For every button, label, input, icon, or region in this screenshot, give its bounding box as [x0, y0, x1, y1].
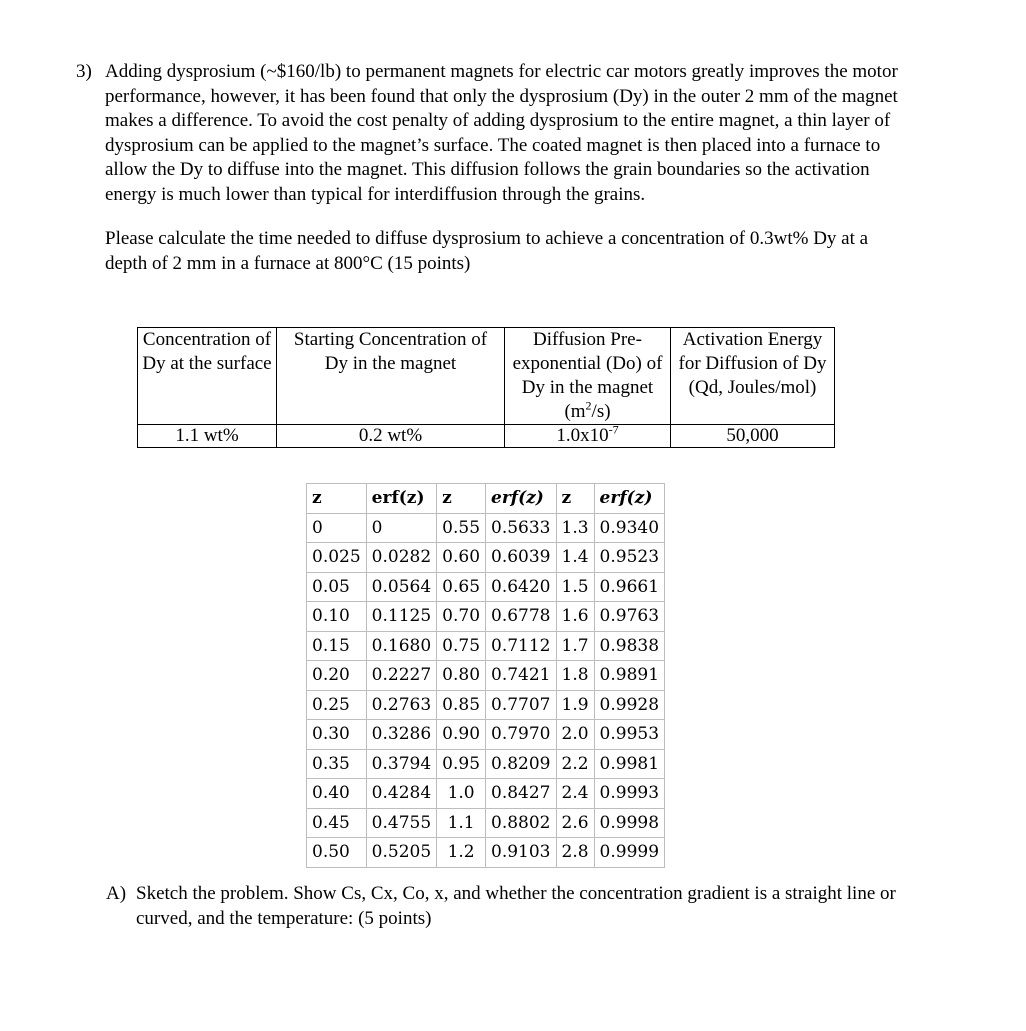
erf-header-erf: erf(z) — [486, 484, 556, 514]
erf-cell-z: 1.5 — [556, 572, 594, 602]
erf-cell-value: 0.1680 — [366, 631, 436, 661]
erf-cell-value: 0.9661 — [594, 572, 664, 602]
erf-cell-value: 0.0564 — [366, 572, 436, 602]
header-surface-concentration: Concentration of Dy at the surface — [138, 328, 277, 425]
erf-cell-value: 0.7421 — [486, 661, 556, 691]
erf-cell-value: 0.9998 — [594, 808, 664, 838]
erf-cell-z: 0.70 — [437, 602, 486, 632]
parameters-table — [137, 327, 835, 448]
question-body — [105, 60, 905, 276]
erf-cell-z: 0.30 — [307, 720, 367, 750]
value-pre-exponential-base: 1.0x10 — [556, 425, 609, 446]
parameters-value-row — [138, 425, 835, 448]
erf-cell-z: 0.95 — [437, 749, 486, 779]
value-starting-concentration: 0.2 wt% — [277, 425, 505, 448]
erf-cell-z: 0.60 — [437, 543, 486, 573]
erf-cell-z: 2.6 — [556, 808, 594, 838]
part-a-text: Sketch the problem. Show Cs, Cx, Co, x, and whether the concentration gradient is a straight line or curved, and the temperature: (5 points) — [136, 883, 896, 929]
erf-cell-z: 0.55 — [437, 513, 486, 543]
erf-cell-value: 0.8209 — [486, 749, 556, 779]
erf-row — [307, 838, 665, 868]
header-starting-concentration: Starting Concentration of Dy in the magnet — [277, 328, 505, 425]
erf-cell-value: 0.2763 — [366, 690, 436, 720]
erf-cell-z: 2.0 — [556, 720, 594, 750]
erf-cell-value: 0.9838 — [594, 631, 664, 661]
value-pre-exponential — [505, 422, 671, 448]
erf-cell-value: 0.0282 — [366, 543, 436, 573]
erf-header-row — [307, 484, 665, 514]
erf-cell-value: 0.9999 — [594, 838, 664, 868]
erf-cell-z: 0.25 — [307, 690, 367, 720]
erf-cell-value: 0.9103 — [486, 838, 556, 868]
erf-cell-value: 0.9763 — [594, 602, 664, 632]
erf-cell-z: 0.35 — [307, 749, 367, 779]
erf-row — [307, 602, 665, 632]
erf-cell-z: 0 — [307, 513, 367, 543]
erf-cell-value: 0.9981 — [594, 749, 664, 779]
erf-cell-value: 0.9340 — [594, 513, 664, 543]
erf-cell-z: 0.10 — [307, 602, 367, 632]
erf-cell-value: 0.1125 — [366, 602, 436, 632]
erf-header-z: z — [437, 484, 486, 514]
question-paragraph-2: Please calculate the time needed to diffuse dysprosium to achieve a concentration of 0.3wt% Dy at a depth of 2 mm in a furnace at 800°C (15 points) — [105, 228, 869, 274]
erf-row — [307, 808, 665, 838]
erf-cell-z: 0.40 — [307, 779, 367, 809]
erf-cell-value: 0.5205 — [366, 838, 436, 868]
erf-row — [307, 631, 665, 661]
parameters-header-row — [138, 328, 835, 425]
header-pre-exponential-text: Diffusion Pre-exponential (Do) of Dy in the magnet (m — [512, 329, 663, 422]
header-pre-exponential-tail: /s) — [591, 401, 611, 422]
header-pre-exponential — [505, 328, 671, 425]
erf-cell-z: 0.75 — [437, 631, 486, 661]
erf-cell-value: 0.9523 — [594, 543, 664, 573]
erf-table-body — [307, 513, 665, 867]
erf-cell-value: 0.8427 — [486, 779, 556, 809]
erf-cell-value: 0.3794 — [366, 749, 436, 779]
erf-cell-z: 0.50 — [307, 838, 367, 868]
erf-cell-value: 0 — [366, 513, 436, 543]
erf-cell-z: 1.0 — [437, 779, 486, 809]
erf-row — [307, 779, 665, 809]
erf-cell-value: 0.2227 — [366, 661, 436, 691]
erf-cell-value: 0.6420 — [486, 572, 556, 602]
erf-cell-z: 0.65 — [437, 572, 486, 602]
erf-cell-value: 0.9953 — [594, 720, 664, 750]
erf-cell-z: 1.4 — [556, 543, 594, 573]
question-paragraph-1: Adding dysprosium (~$160/lb) to permanent magnets for electric car motors greatly improves the motor performance, however, it has been found that only the dysprosium (Dy) in the outer 2 mm of the magnet makes a difference. To avoid the cost penalty of adding dysprosium to the entire magnet, a thin layer of dysprosium can be applied to the magnet’s surface. The coated magnet is then placed into a furnace to allow the Dy to diffuse into the magnet. This diffusion follows the grain boundaries so the activation energy is much lower than typical for interdiffusion through the grains. — [105, 61, 898, 205]
part-a-label: A) — [106, 883, 127, 904]
erf-cell-z: 2.2 — [556, 749, 594, 779]
erf-cell-value: 0.9993 — [594, 779, 664, 809]
value-surface-concentration: 1.1 wt% — [138, 425, 277, 448]
erf-cell-z: 1.1 — [437, 808, 486, 838]
erf-header-erf: erf(z) — [366, 484, 436, 514]
erf-cell-value: 0.4284 — [366, 779, 436, 809]
erf-table — [306, 483, 665, 868]
erf-header-z: z — [556, 484, 594, 514]
erf-header-z: z — [307, 484, 367, 514]
erf-cell-z: 1.8 — [556, 661, 594, 691]
erf-cell-z: 1.6 — [556, 602, 594, 632]
erf-cell-z: 2.8 — [556, 838, 594, 868]
value-pre-exponential-exp: -7 — [608, 422, 619, 437]
erf-cell-value: 0.5633 — [486, 513, 556, 543]
erf-cell-z: 2.4 — [556, 779, 594, 809]
erf-cell-z: 0.15 — [307, 631, 367, 661]
erf-row — [307, 661, 665, 691]
erf-cell-value: 0.7970 — [486, 720, 556, 750]
erf-cell-z: 0.05 — [307, 572, 367, 602]
erf-header-erf: erf(z) — [594, 484, 664, 514]
value-activation-energy: 50,000 — [671, 425, 835, 448]
erf-cell-z: 1.7 — [556, 631, 594, 661]
erf-cell-z: 0.80 — [437, 661, 486, 691]
erf-cell-value: 0.6039 — [486, 543, 556, 573]
header-activation-energy: Activation Energy for Diffusion of Dy (Qd, Joules/mol) — [671, 328, 835, 425]
erf-cell-z: 0.025 — [307, 543, 367, 573]
erf-row — [307, 690, 665, 720]
erf-row — [307, 543, 665, 573]
header-pre-exponential-sup: 2 — [585, 398, 592, 413]
erf-cell-z: 1.3 — [556, 513, 594, 543]
erf-cell-value: 0.9891 — [594, 661, 664, 691]
erf-row — [307, 572, 665, 602]
erf-cell-value: 0.7112 — [486, 631, 556, 661]
erf-cell-z: 0.85 — [437, 690, 486, 720]
erf-cell-value: 0.3286 — [366, 720, 436, 750]
erf-row — [307, 720, 665, 750]
erf-cell-z: 1.2 — [437, 838, 486, 868]
erf-cell-z: 0.45 — [307, 808, 367, 838]
erf-cell-value: 0.6778 — [486, 602, 556, 632]
erf-cell-z: 1.9 — [556, 690, 594, 720]
erf-row — [307, 513, 665, 543]
erf-cell-z: 0.20 — [307, 661, 367, 691]
erf-cell-value: 0.8802 — [486, 808, 556, 838]
erf-row — [307, 749, 665, 779]
question-number: 3) — [76, 61, 92, 82]
erf-cell-value: 0.7707 — [486, 690, 556, 720]
erf-cell-value: 0.4755 — [366, 808, 436, 838]
erf-cell-value: 0.9928 — [594, 690, 664, 720]
erf-cell-z: 0.90 — [437, 720, 486, 750]
